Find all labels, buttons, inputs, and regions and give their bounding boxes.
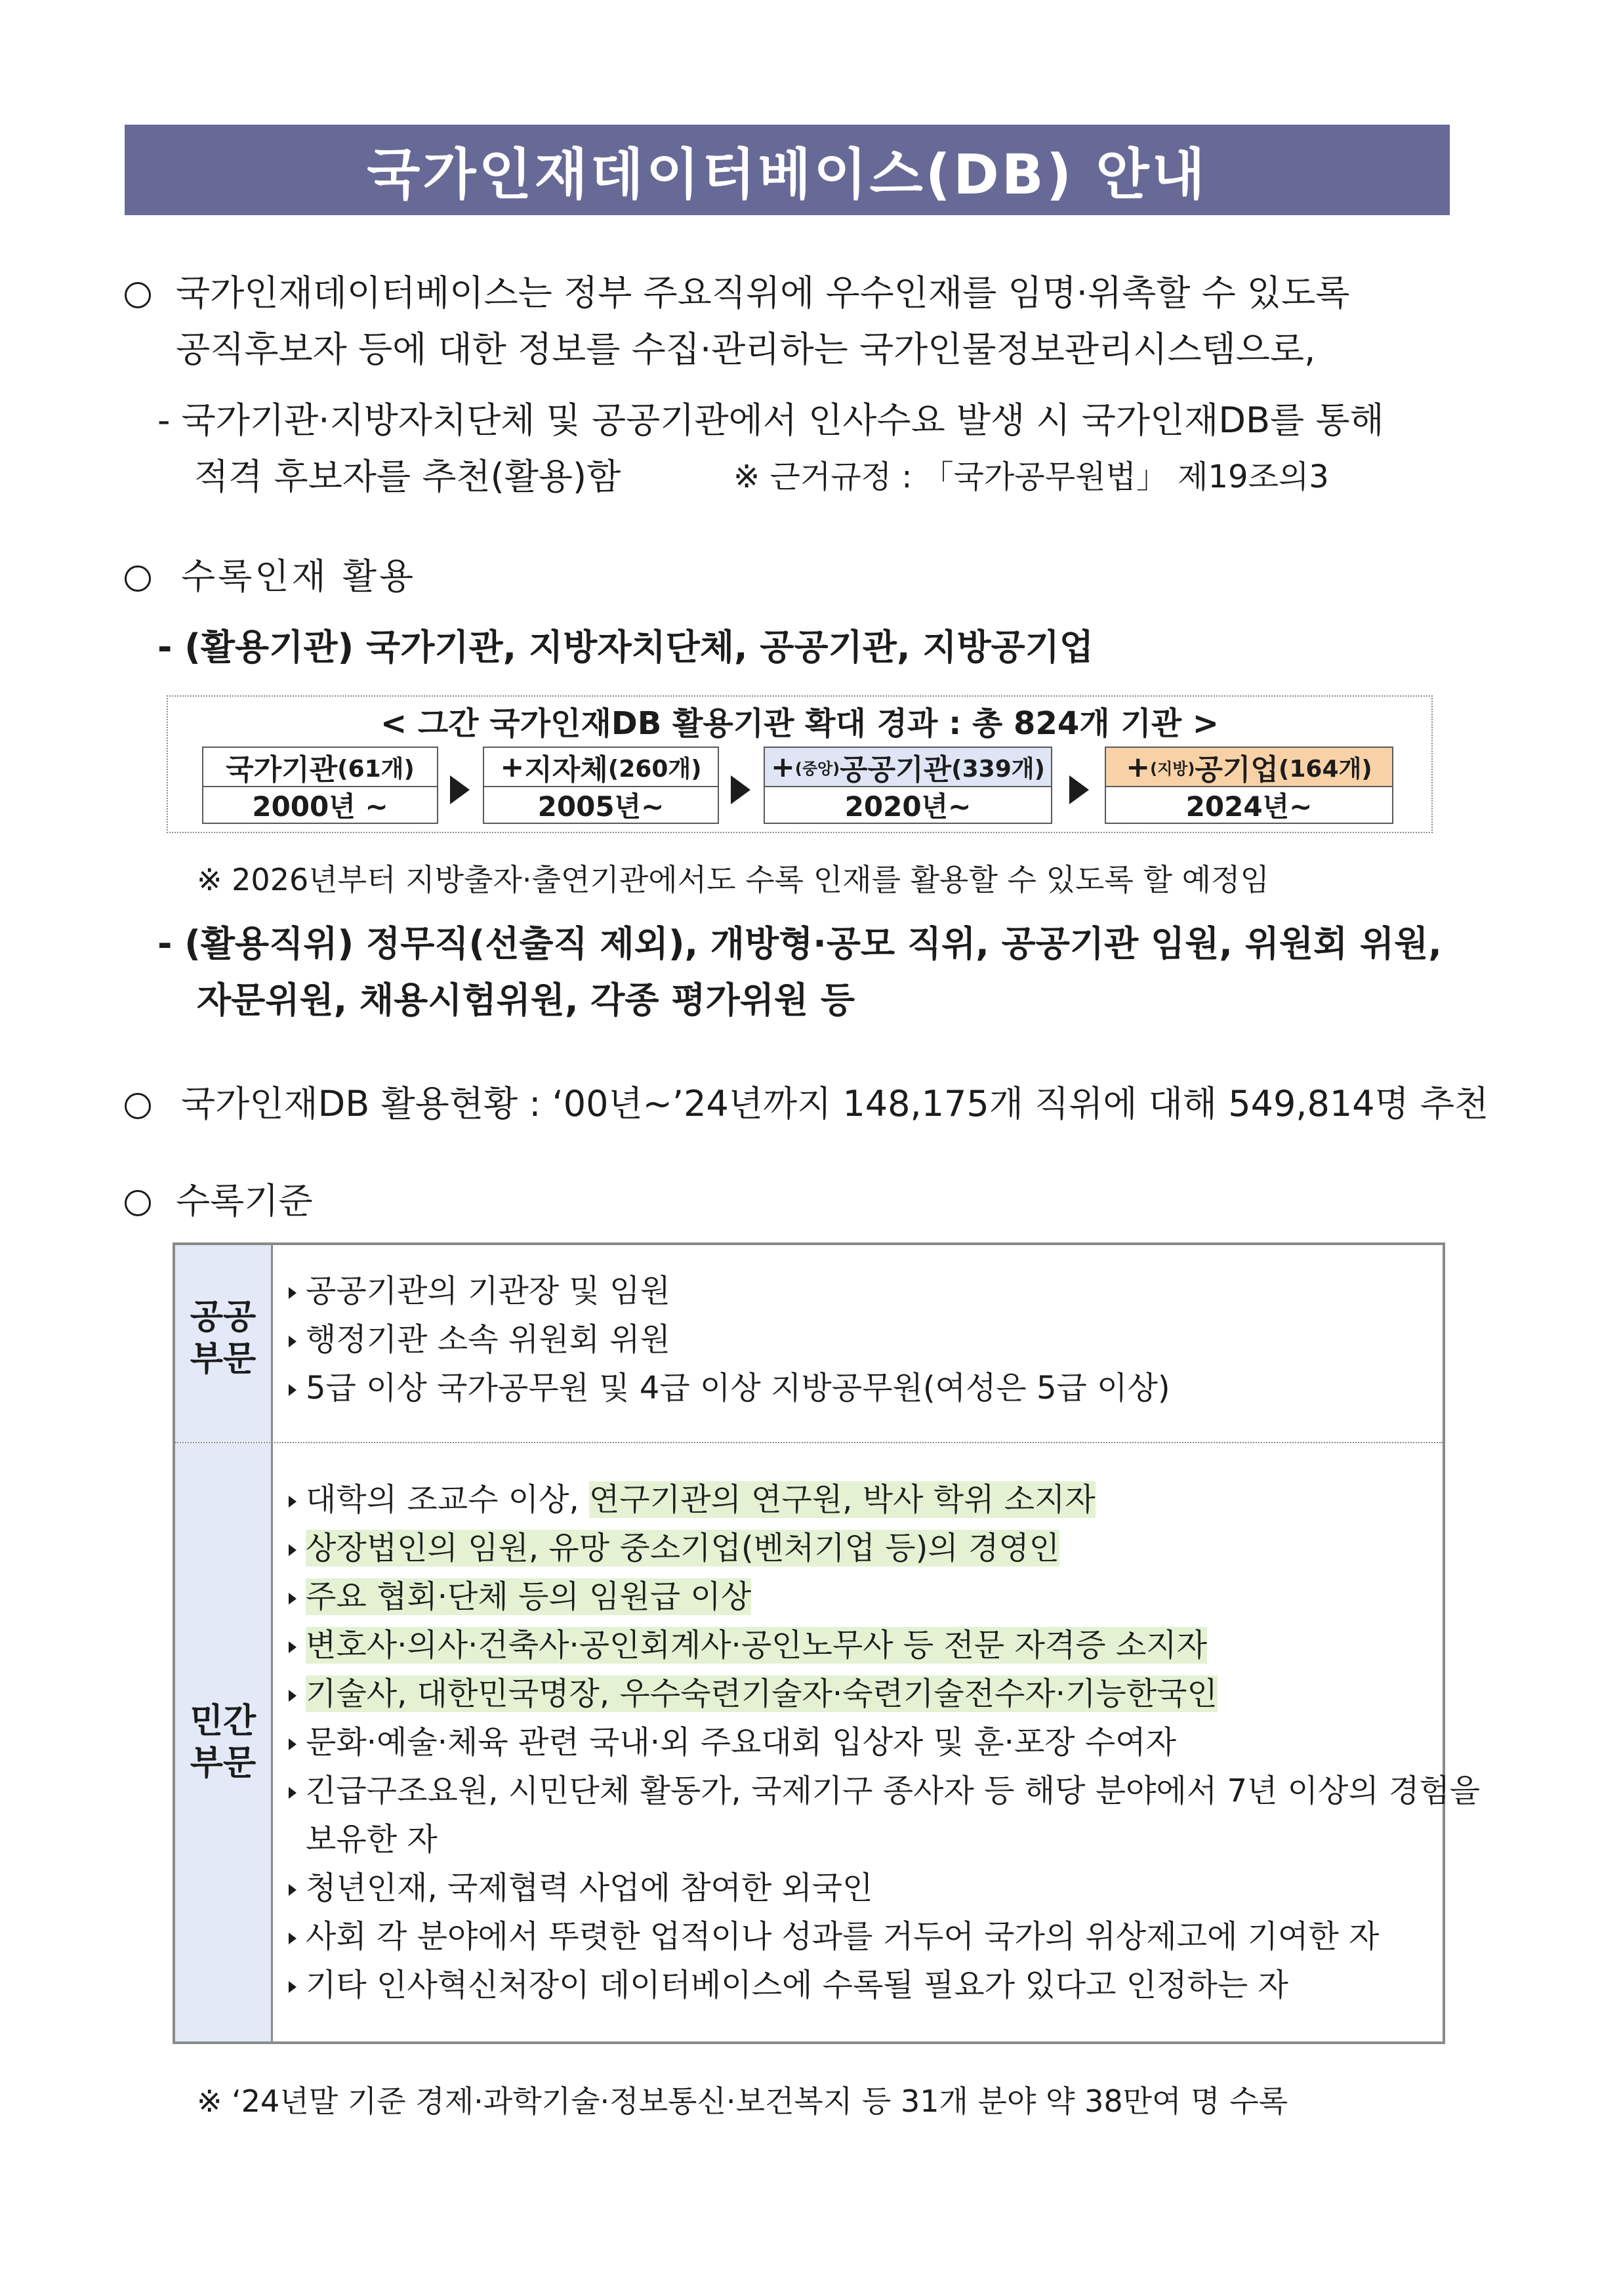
list-item: 대학의 조교수 이상, 연구기관의 연구원, 박사 학위 소지자 xyxy=(289,1480,1096,1519)
criteria-heading: 수록기준 xyxy=(176,1180,313,1221)
status-line: 국가인재DB 활용현황 : ‘00년~’24년까지 148,175개 직위에 대해 549,814명 추천 xyxy=(181,1083,1489,1124)
usage-positions-line-1: - (활용직위) 정무직(선출직 제외), 개방형·공모 직위, 공공기관 임원, 위원회 위원, xyxy=(157,923,1442,964)
arrow-right-icon xyxy=(731,775,750,804)
intro-line-1: 국가인재데이터베이스는 정부 주요직위에 우수인재를 임명·위촉할 수 있도록 xyxy=(176,272,1350,314)
table-divider xyxy=(271,1245,273,2041)
public-sector-label: 공공 부문 xyxy=(190,1298,256,1379)
timeline-title: < 그간 국가인재DB 활용기관 확대 경과 : 총 824개 기관 > xyxy=(380,705,1219,742)
list-item: 상장법인의 임원, 유망 중소기업(벤처기업 등)의 경영인 xyxy=(289,1528,1059,1568)
intro-sub-line-2: 적격 후보자를 추천(활용)함 xyxy=(194,456,621,497)
list-item: 변호사·의사·건축사·공인회계사·공인노무사 등 전문 자격증 소지자 xyxy=(289,1626,1207,1665)
usage-heading: 수록인재 활용 xyxy=(181,556,417,597)
bullet-circle-icon xyxy=(125,565,151,592)
usage-positions-line-2: 자문위원, 채용시험위원, 각종 평가위원 등 xyxy=(197,979,855,1021)
intro-sub-line-1: - 국가기관·지방자치단체 및 공공기관에서 인사수요 발생 시 국가인재DB를 통해 xyxy=(157,400,1384,441)
footnote: ※ ‘24년말 기준 경제·과학기술·정보통신·보건복지 등 31개 분야 약 38만여 명 수록 xyxy=(197,2083,1288,2119)
list-item: 긴급구조요원, 시민단체 활동가, 국제기구 종사자 등 해당 분야에서 7년 이상의 경험을 xyxy=(289,1771,1480,1811)
timeline-box-national: 국가기관 (61개) 2000년 ~ xyxy=(202,747,438,824)
table-divider xyxy=(175,1442,1443,1443)
intro-line-2: 공직후보자 등에 대한 정보를 수집·관리하는 국가인물정보관리시스템으로, xyxy=(176,329,1316,370)
bullet-circle-icon xyxy=(125,1190,151,1216)
page-title: 국가인재데이터베이스(DB) 안내 xyxy=(125,125,1450,215)
private-sector-label: 민간 부문 xyxy=(190,1702,256,1783)
arrow-right-icon xyxy=(450,775,470,804)
list-item: 행정기관 소속 위원회 위원 xyxy=(289,1320,670,1359)
list-item: 사회 각 분야에서 뚜렷한 업적이나 성과를 거두어 국가의 위상제고에 기여한 자 xyxy=(289,1917,1379,1956)
timeline-box-public-inst: + (중앙) 공공기관 (339개) 2020년~ xyxy=(764,747,1052,824)
list-item: 문화·예술·체육 관련 국내·외 주요대회 입상자 및 훈·포장 수여자 xyxy=(289,1723,1176,1762)
timeline-box-local-enterprise: + (지방) 공기업 (164개) 2024년~ xyxy=(1105,747,1393,824)
list-item: 기술사, 대한민국명장, 우수숙련기술자·숙련기술전수자·기능한국인 xyxy=(289,1674,1218,1713)
bullet-circle-icon xyxy=(125,1093,151,1119)
timeline-box-local-gov: + 지자체 (260개) 2005년~ xyxy=(483,747,719,824)
list-item: 5급 이상 국가공무원 및 4급 이상 지방공무원(여성은 5급 이상) xyxy=(289,1368,1170,1408)
legal-basis: ※ 근거규정 : 「국가공무원법」 제19조의3 xyxy=(733,459,1329,495)
arrow-right-icon xyxy=(1069,775,1089,804)
list-item: 청년인재, 국제협력 사업에 참여한 외국인 xyxy=(289,1868,873,1908)
bullet-circle-icon xyxy=(125,282,151,308)
list-item: 기타 인사혁신처장이 데이터베이스에 수록될 필요가 있다고 인정하는 자 xyxy=(289,1965,1288,2005)
list-item: 공공기관의 기관장 및 임원 xyxy=(289,1271,670,1311)
list-item: 주요 협회·단체 등의 임원급 이상 xyxy=(289,1577,751,1616)
list-item-continuation: 보유한 자 xyxy=(306,1821,438,1858)
usage-note: ※ 2026년부터 지방출자·출연기관에서도 수록 인재를 활용할 수 있도록 할 예정임 xyxy=(197,862,1269,897)
usage-orgs-line: - (활용기관) 국가기관, 지방자치단체, 공공기관, 지방공기업 xyxy=(157,626,1094,668)
